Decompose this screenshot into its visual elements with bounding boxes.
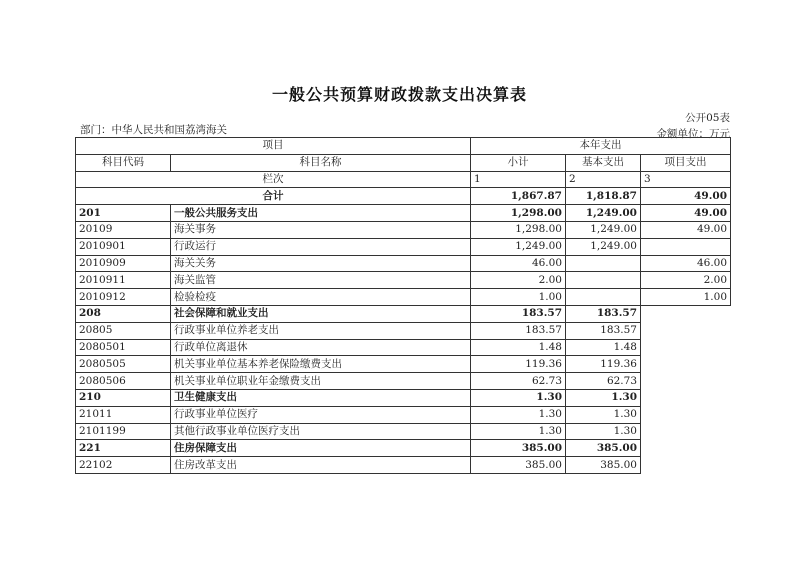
table-row <box>76 205 731 222</box>
account-code: 20805 <box>76 322 171 339</box>
table-row <box>76 305 731 322</box>
account-name: 住房保障支出 <box>171 440 471 457</box>
account-code: 2010911 <box>76 272 171 289</box>
subtotal-amount: 119.36 <box>471 356 566 373</box>
subtotal-amount: 385.00 <box>471 457 566 474</box>
account-name: 一般公共服务支出 <box>171 205 471 222</box>
account-code: 2080505 <box>76 356 171 373</box>
header-current-year: 本年支出 <box>471 138 731 155</box>
basic-expense-amount <box>566 289 641 306</box>
account-code: 221 <box>76 440 171 457</box>
basic-expense-amount: 1,818.87 <box>566 188 641 205</box>
header-basic: 基本支出 <box>566 154 641 171</box>
subtotal-amount: 2.00 <box>471 272 566 289</box>
table-row <box>76 373 731 390</box>
basic-expense-amount: 183.57 <box>566 305 641 322</box>
account-code: 2080506 <box>76 373 171 390</box>
total-label: 合计 <box>76 188 471 205</box>
project-expense-amount: 1.00 <box>641 289 731 306</box>
table-row <box>76 272 731 289</box>
project-expense-amount: 49.00 <box>641 221 731 238</box>
table-row <box>76 440 731 457</box>
subtotal-amount: 183.57 <box>471 322 566 339</box>
basic-expense-amount <box>566 272 641 289</box>
subtotal-amount: 1,249.00 <box>471 238 566 255</box>
header-code: 科目代码 <box>76 154 171 171</box>
account-code: 201 <box>76 205 171 222</box>
subtotal-amount: 1.48 <box>471 339 566 356</box>
table-row <box>76 423 731 440</box>
table-row <box>76 238 731 255</box>
subtotal-amount: 1.30 <box>471 423 566 440</box>
account-name: 检验检疫 <box>171 289 471 306</box>
account-code: 2010909 <box>76 255 171 272</box>
account-name: 机关事业单位职业年金缴费支出 <box>171 373 471 390</box>
table-row <box>76 339 731 356</box>
basic-expense-amount: 1.30 <box>566 423 641 440</box>
project-expense-amount: 2.00 <box>641 272 731 289</box>
basic-expense-amount: 1.30 <box>566 389 641 406</box>
table-row <box>76 457 731 474</box>
page-title: 一般公共预算财政拨款支出决算表 <box>271 85 527 104</box>
basic-expense-amount: 1.48 <box>566 339 641 356</box>
header-item: 项目 <box>76 138 471 155</box>
account-name: 海关关务 <box>171 255 471 272</box>
project-expense-amount <box>641 305 731 322</box>
table-row <box>76 255 731 272</box>
basic-expense-amount: 1,249.00 <box>566 238 641 255</box>
total-row <box>76 188 731 205</box>
account-name: 机关事业单位基本养老保险缴费支出 <box>171 356 471 373</box>
table-row <box>76 221 731 238</box>
project-expense-amount: 49.00 <box>641 188 731 205</box>
subtotal-amount: 1.30 <box>471 389 566 406</box>
header-subtotal: 小计 <box>471 154 566 171</box>
account-code: 2010912 <box>76 289 171 306</box>
subtotal-amount: 1,298.00 <box>471 205 566 222</box>
table-row <box>76 406 731 423</box>
account-name: 其他行政事业单位医疗支出 <box>171 423 471 440</box>
basic-expense-amount <box>566 255 641 272</box>
account-name: 卫生健康支出 <box>171 389 471 406</box>
header-row <box>76 138 731 155</box>
account-name: 海关事务 <box>171 221 471 238</box>
subtotal-amount: 1.30 <box>471 406 566 423</box>
basic-expense-amount: 183.57 <box>566 322 641 339</box>
account-name: 行政运行 <box>171 238 471 255</box>
subtotal-amount: 62.73 <box>471 373 566 390</box>
basic-expense-amount: 119.36 <box>566 356 641 373</box>
project-expense-amount <box>641 322 731 339</box>
basic-expense-amount: 1.30 <box>566 406 641 423</box>
column-index: 2 <box>566 171 641 188</box>
project-expense-amount <box>641 389 731 406</box>
subtotal-amount: 183.57 <box>471 305 566 322</box>
account-code: 21011 <box>76 406 171 423</box>
account-code: 2080501 <box>76 339 171 356</box>
account-code: 2101199 <box>76 423 171 440</box>
account-name: 社会保障和就业支出 <box>171 305 471 322</box>
header-project: 项目支出 <box>641 154 731 171</box>
project-expense-amount <box>641 423 731 440</box>
project-expense-amount <box>641 238 731 255</box>
account-code: 20109 <box>76 221 171 238</box>
subtotal-amount: 1.00 <box>471 289 566 306</box>
basic-expense-amount: 62.73 <box>566 373 641 390</box>
project-expense-amount <box>641 457 731 474</box>
basic-expense-amount: 385.00 <box>566 440 641 457</box>
column-index: 3 <box>641 171 731 188</box>
account-name: 海关监管 <box>171 272 471 289</box>
form-number: 公开05表 <box>685 112 730 124</box>
table-row <box>76 356 731 373</box>
basic-expense-amount: 1,249.00 <box>566 221 641 238</box>
account-name: 行政事业单位医疗 <box>171 406 471 423</box>
column-index: 1 <box>471 171 566 188</box>
header-name: 科目名称 <box>171 154 471 171</box>
project-expense-amount <box>641 406 731 423</box>
header-row <box>76 171 731 188</box>
amount-unit-label: 金额单位：万元 <box>656 128 730 140</box>
account-code: 22102 <box>76 457 171 474</box>
table-row <box>76 322 731 339</box>
table-row <box>76 289 731 306</box>
subtotal-amount: 1,298.00 <box>471 221 566 238</box>
project-expense-amount <box>641 339 731 356</box>
table-row <box>76 389 731 406</box>
basic-expense-amount: 385.00 <box>566 457 641 474</box>
account-name: 住房改革支出 <box>171 457 471 474</box>
basic-expense-amount: 1,249.00 <box>566 205 641 222</box>
project-expense-amount <box>641 440 731 457</box>
account-code: 2010901 <box>76 238 171 255</box>
department-label: 部门：中华人民共和国荔湾海关 <box>80 124 227 136</box>
account-name: 行政单位离退休 <box>171 339 471 356</box>
account-code: 210 <box>76 389 171 406</box>
header-column-no: 栏次 <box>76 171 471 188</box>
project-expense-amount <box>641 373 731 390</box>
subtotal-amount: 46.00 <box>471 255 566 272</box>
account-code: 208 <box>76 305 171 322</box>
subtotal-amount: 1,867.87 <box>471 188 566 205</box>
header-row <box>76 154 731 171</box>
account-name: 行政事业单位养老支出 <box>171 322 471 339</box>
subtotal-amount: 385.00 <box>471 440 566 457</box>
budget-table <box>75 137 731 474</box>
project-expense-amount: 46.00 <box>641 255 731 272</box>
project-expense-amount: 49.00 <box>641 205 731 222</box>
project-expense-amount <box>641 356 731 373</box>
